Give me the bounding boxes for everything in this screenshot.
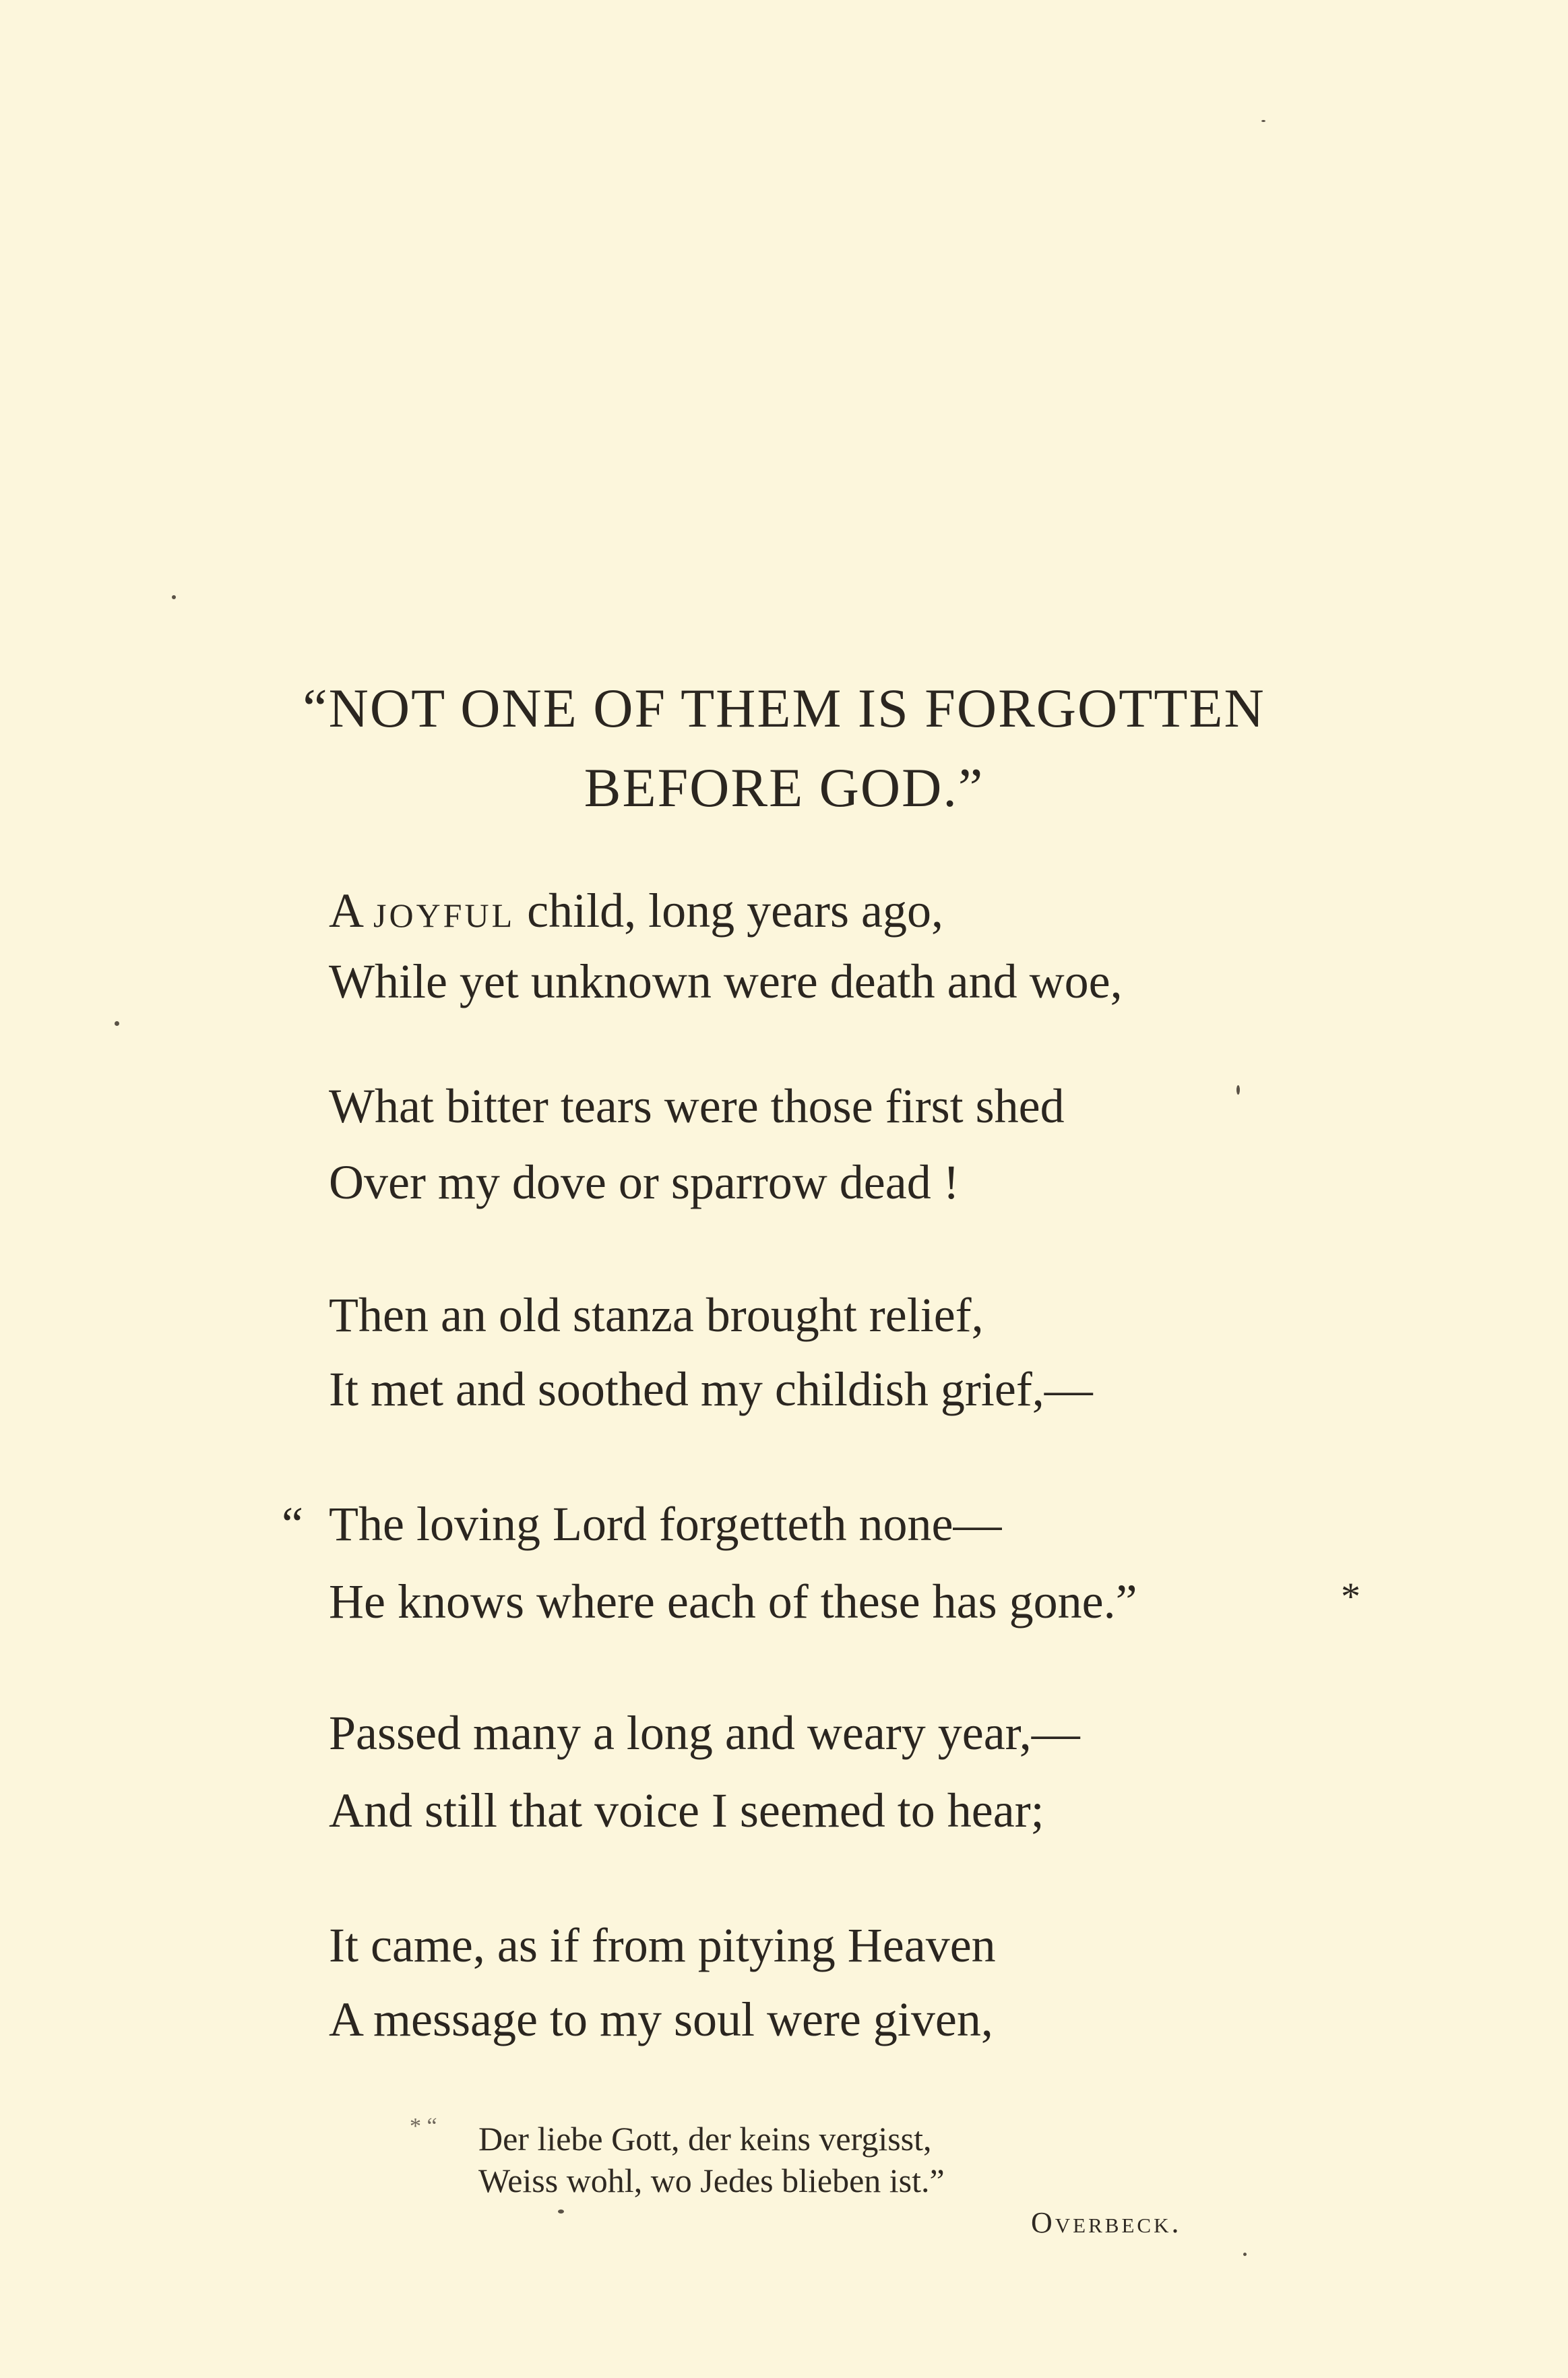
stanza-2-line-2: Over my dove or sparrow dead ! bbox=[329, 1155, 960, 1209]
footnote-reference-mark: * bbox=[1341, 1575, 1360, 1618]
stanza-5-line-1: Passed many a long and weary year,— bbox=[329, 1706, 1080, 1760]
stanza-6-line-1: It came, as if from pitying Heaven bbox=[329, 1918, 996, 1972]
poem-title-line-2: BEFORE GOD.” bbox=[584, 757, 984, 818]
footnote-line-2: Weiss wohl, wo Jedes blieben ist.” bbox=[478, 2162, 945, 2199]
paper-speck bbox=[115, 1021, 119, 1026]
stanza-1-line-2: While yet unknown were death and woe, bbox=[329, 954, 1123, 1008]
paper-speck bbox=[558, 2209, 564, 2214]
paper-speck bbox=[1261, 120, 1265, 122]
opening-quote-mark: “ bbox=[282, 1497, 303, 1551]
stanza-5-line-2: And still that voice I seemed to hear; bbox=[329, 1783, 1044, 1837]
stanza-3-line-2: It met and soothed my childish grief,— bbox=[329, 1362, 1093, 1416]
stanza-4-line-1: The loving Lord forgetteth none— bbox=[329, 1497, 1002, 1551]
line-rest: child, long years ago, bbox=[527, 884, 943, 938]
stanza-4-line-2: He knows where each of these has gone.” bbox=[329, 1575, 1137, 1628]
first-word: A bbox=[329, 884, 364, 938]
paper-speck bbox=[1243, 2253, 1247, 2256]
paper-speck bbox=[172, 595, 176, 599]
paper-speck bbox=[1236, 1085, 1240, 1095]
footnote-author: Overbeck. bbox=[1031, 2206, 1182, 2239]
footnote-line-1: Der liebe Gott, der keins vergisst, bbox=[478, 2120, 932, 2158]
poem-title-line-1: “NOT ONE OF THEM IS FORGOTTEN bbox=[303, 677, 1265, 739]
footnote-mark: * “ bbox=[410, 2114, 437, 2139]
stanza-3-line-1: Then an old stanza brought relief, bbox=[329, 1288, 984, 1342]
stanza-6-line-2: A message to my soul were given, bbox=[329, 1992, 993, 2046]
smallcaps-word: joyful bbox=[373, 884, 515, 938]
stanza-1-line-1 bbox=[329, 884, 943, 938]
stanza-2-line-1: What bitter tears were those first shed bbox=[329, 1079, 1065, 1133]
